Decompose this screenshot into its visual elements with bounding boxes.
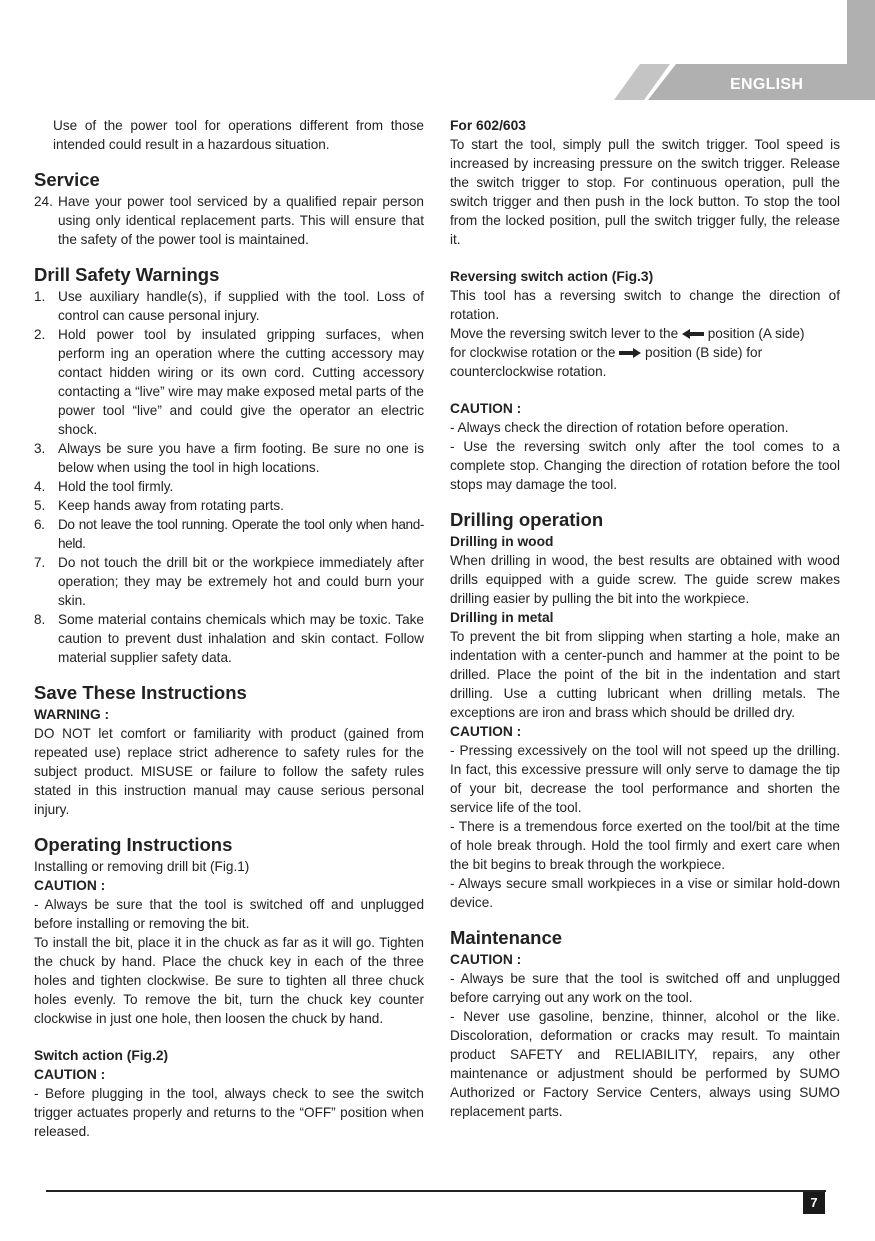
arrow-right-icon bbox=[619, 348, 641, 358]
item-text: Hold power tool by insulated gripping surfaces, when perform ing an operation where the cutting accessory may contact hidden wiring or its own cord. Cutting accessory contacting a “live” wire may make exposed metal parts of the power tool “live” and could give the operator an electric shock. bbox=[58, 327, 424, 437]
item-number: 2. bbox=[34, 327, 46, 342]
drilling-caution-2: - There is a tremendous force exerted on the tool/bit at the time of hole break through. Hold the tool firmly and exert care when the bit begins to break through the workpiece. bbox=[450, 819, 840, 872]
service-item bbox=[34, 192, 424, 249]
item-number: 1. bbox=[34, 289, 46, 304]
save-instructions-heading: Save These Instructions bbox=[34, 682, 247, 703]
reversing-line-3a: for clockwise rotation or the bbox=[450, 345, 616, 360]
item-text: Keep hands away from rotating parts. bbox=[58, 498, 284, 513]
maintenance-caution-1: - Always be sure that the tool is switched off and unplugged before carrying out any work on the tool. bbox=[450, 971, 840, 1005]
drilling-metal-text: To prevent the bit from slipping when starting a hole, make an indentation with a center-punch and hammer at the point to be drilled. Place the point of the bit in the indentation and start drilling. Use a cutting lubricant when drilling metals. The exceptions are iron and brass which should be drilled dry. bbox=[450, 629, 840, 720]
drilling-wood-text: When drilling in wood, the best results are obtained with wood drills equipped with a guide screw. The guide screw makes drilling easier by pulling the bit into the workpiece. bbox=[450, 553, 840, 606]
caution-label: CAUTION : bbox=[450, 401, 522, 416]
warning-label: WARNING : bbox=[34, 707, 110, 722]
caution-label: CAUTION : bbox=[34, 878, 106, 893]
item-number: 5. bbox=[34, 498, 46, 513]
drilling-operation-heading: Drilling operation bbox=[450, 509, 604, 530]
service-heading: Service bbox=[34, 169, 100, 190]
intro-paragraph: Use of the power tool for operations different from those intended could result in a hazardous situation. bbox=[53, 118, 424, 152]
reversing-caution-2: - Use the reversing switch only after the tool comes to a complete stop. Changing the direction of rotation before the tool stops may damage the tool. bbox=[450, 439, 840, 492]
service-item-text: Have your power tool serviced by a qualified repair person using only identical replacement parts. This will ensure that the safety of the power tool is maintained. bbox=[58, 194, 424, 247]
drilling-wood-heading: Drilling in wood bbox=[450, 534, 554, 549]
item-text: Do not touch the drill bit or the workpiece immediately after operation; they may be extremely hot and could burn your skin. bbox=[58, 555, 424, 608]
install-body: To install the bit, place it in the chuck as far as it will go. Tighten the chuck by hand. Place the chuck key in each of the three holes and tighten clockwise. Be sure to tighten all three chuck holes evenly. To remove the bit, turn the chuck key counter clockwise in just one hole, then loosen the chuck by hand. bbox=[34, 935, 424, 1026]
language-label: ENGLISH bbox=[730, 76, 804, 93]
reversing-line-4: counterclockwise rotation. bbox=[450, 364, 607, 379]
item-number: 8. bbox=[34, 612, 46, 627]
drilling-metal-heading: Drilling in metal bbox=[450, 610, 554, 625]
drilling-caution-1: - Pressing excessively on the tool will not speed up the drilling. In fact, this excessive pressure will only serve to damage the tip of your bit, decrease the tool performance and shorten the service life of the tool. bbox=[450, 743, 840, 815]
item-number: 4. bbox=[34, 479, 46, 494]
list-item bbox=[34, 439, 424, 477]
list-item bbox=[34, 553, 424, 610]
switch-action-heading: Switch action (Fig.2) bbox=[34, 1048, 169, 1063]
reversing-line-3b: position (B side) for bbox=[645, 345, 763, 360]
list-item bbox=[34, 515, 424, 553]
item-text: Some material contains chemicals which may be toxic. Take caution to prevent dust inhalation and skin contact. Follow material supplier safety data. bbox=[58, 612, 424, 665]
operating-instructions-heading: Operating Instructions bbox=[34, 834, 233, 855]
caution-text: - Always be sure that the tool is switched off and unplugged before installing or removing the bit. bbox=[34, 897, 424, 931]
item-number: 6. bbox=[34, 517, 45, 532]
footer-rule bbox=[46, 1190, 826, 1192]
drill-safety-heading: Drill Safety Warnings bbox=[34, 264, 220, 285]
reversing-line-3 bbox=[450, 343, 840, 362]
for-602-603-heading: For 602/603 bbox=[450, 118, 526, 133]
left-column bbox=[34, 116, 424, 1141]
list-item bbox=[34, 325, 424, 439]
item-text: Hold the tool firmly. bbox=[58, 479, 174, 494]
header-banner bbox=[0, 0, 875, 120]
item-text: Use auxiliary handle(s), if supplied with the tool. Loss of control can cause personal injury. bbox=[58, 289, 424, 323]
maintenance-heading: Maintenance bbox=[450, 927, 563, 948]
item-number: 7. bbox=[34, 555, 46, 570]
drilling-caution-3: - Always secure small workpieces in a vise or similar hold-down device. bbox=[450, 876, 840, 910]
reversing-line-2a: Move the reversing switch lever to the bbox=[450, 326, 679, 341]
reversing-line-2 bbox=[450, 324, 840, 343]
right-column bbox=[450, 116, 840, 1121]
service-item-number: 24. bbox=[34, 194, 53, 209]
caution-label: CAUTION : bbox=[450, 724, 522, 739]
item-text: Do not leave the tool running. Operate the tool only when hand-held. bbox=[58, 517, 424, 551]
list-item bbox=[34, 287, 424, 325]
list-item bbox=[34, 496, 424, 515]
list-item bbox=[34, 477, 424, 496]
warning-text: DO NOT let comfort or familiarity with product (gained from repeated use) replace strict adherence to safety rules for the subject product. MISUSE or failure to follow the safety rules stated in this instruction manual may cause serious personal injury. bbox=[34, 726, 424, 817]
switch-caution-text: - Before plugging in the tool, always check to see the switch trigger actuates properly and returns to the “OFF” position when released. bbox=[34, 1086, 424, 1139]
for-602-603-text: To start the tool, simply pull the switch trigger. Tool speed is increased by increasing pressure on the switch trigger. Release the switch trigger to stop. For continuous operation, pull the switch trigger and then push in the lock button. To stop the tool from the locked position, pull the switch trigger fully, the release it. bbox=[450, 137, 840, 247]
reversing-line-2b: position (A side) bbox=[707, 326, 805, 341]
list-item bbox=[34, 610, 424, 667]
drill-safety-list bbox=[34, 287, 424, 667]
installing-subtitle: Installing or removing drill bit (Fig.1) bbox=[34, 859, 250, 874]
caution-label: CAUTION : bbox=[450, 952, 522, 967]
reversing-line-1: This tool has a reversing switch to change the direction of rotation. bbox=[450, 288, 840, 322]
reversing-switch-heading: Reversing switch action (Fig.3) bbox=[450, 269, 654, 284]
arrow-left-icon bbox=[682, 329, 704, 339]
page-number: 7 bbox=[803, 1192, 825, 1214]
item-text: Always be sure you have a firm footing. Be sure no one is below when using the tool in high locations. bbox=[58, 441, 424, 475]
maintenance-caution-2: - Never use gasoline, benzine, thinner, alcohol or the like. Discoloration, deformation or cracks may result. To maintain product SAFETY and RELIABILITY, repairs, any other maintenance or adjustment should be performed by SUMO Authorized or Factory Service Centers, always using SUMO replacement parts. bbox=[450, 1009, 840, 1119]
item-number: 3. bbox=[34, 441, 46, 456]
caution-label: CAUTION : bbox=[34, 1067, 106, 1082]
reversing-caution-1: - Always check the direction of rotation before operation. bbox=[450, 420, 789, 435]
